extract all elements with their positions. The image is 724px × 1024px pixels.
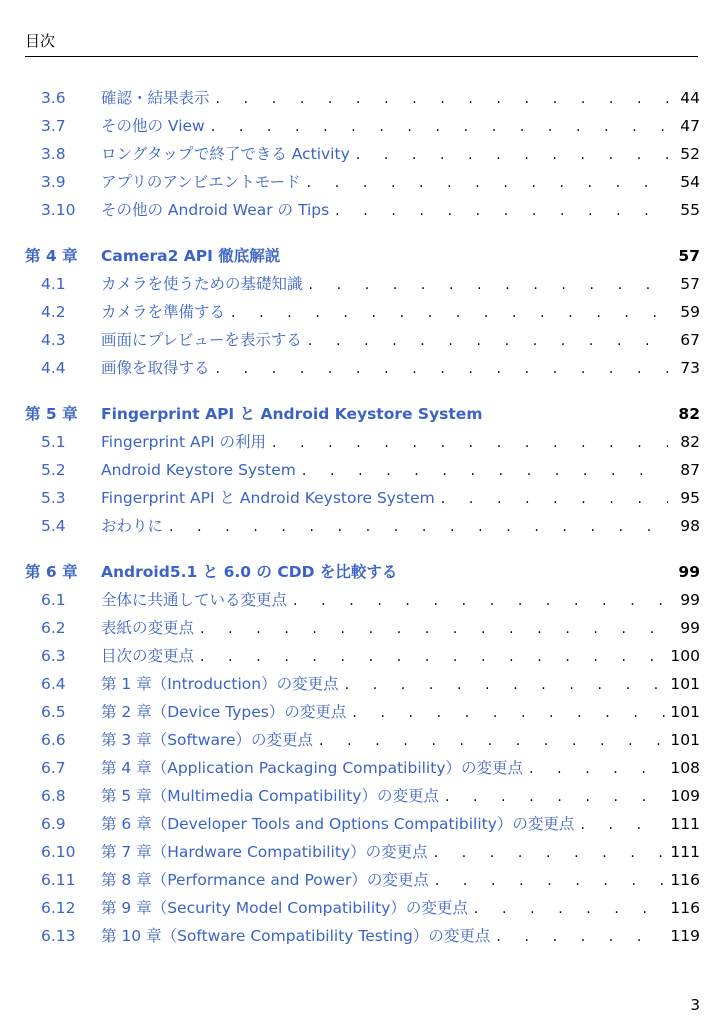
toc-entry[interactable]: [25, 112, 700, 140]
dot-leader: [169, 513, 668, 541]
page-number[interactable]: 108: [670, 759, 700, 777]
page-number[interactable]: 100: [670, 647, 700, 665]
page-number[interactable]: 109: [670, 787, 700, 805]
section-title[interactable]: 第 4 章（Application Packaging Compatibility）の変更点: [101, 759, 523, 777]
section-title[interactable]: Fingerprint API の利用: [101, 433, 266, 451]
dot-leader: [272, 429, 668, 457]
footer-page-number: 3: [690, 996, 700, 1014]
dot-leader: [307, 169, 668, 197]
section-number: 6.2: [41, 619, 66, 637]
page-number[interactable]: 82: [678, 405, 700, 423]
chapter-number: 第 5 章: [25, 405, 78, 423]
section-number: 4.4: [41, 359, 66, 377]
toc-chapter-entry[interactable]: [25, 558, 700, 586]
section-number: 6.8: [41, 787, 66, 805]
dot-leader: [580, 811, 666, 839]
section-title[interactable]: 第 8 章（Performance and Power）の変更点: [101, 871, 429, 889]
page-number[interactable]: 57: [678, 247, 700, 265]
section-number: 5.4: [41, 517, 66, 535]
section-number: 3.8: [41, 145, 66, 163]
page-number[interactable]: 119: [670, 927, 700, 945]
chapter-title[interactable]: Camera2 API 徹底解説: [101, 247, 281, 265]
toc-entry[interactable]: [25, 512, 700, 540]
section-number: 6.5: [41, 703, 66, 721]
page-number[interactable]: 44: [680, 89, 700, 107]
section-number: 3.6: [41, 89, 66, 107]
toc-entry[interactable]: [25, 838, 700, 866]
toc-entry[interactable]: [25, 196, 700, 224]
toc-entry[interactable]: [25, 642, 700, 670]
toc-entry[interactable]: [25, 726, 700, 754]
section-title[interactable]: Android Keystore System: [101, 461, 296, 479]
page-number[interactable]: 99: [680, 591, 700, 609]
section-number: 5.3: [41, 489, 66, 507]
section-number: 6.12: [41, 899, 76, 917]
dot-leader: [445, 783, 666, 811]
section-title[interactable]: 第 7 章（Hardware Compatibility）の変更点: [101, 843, 428, 861]
section-number: 6.13: [41, 927, 76, 945]
page-number[interactable]: 101: [670, 731, 700, 749]
page-number[interactable]: 116: [670, 899, 700, 917]
toc-entry[interactable]: [25, 84, 700, 112]
section-number: 5.1: [41, 433, 66, 451]
dot-leader: [352, 699, 666, 727]
toc-entry[interactable]: [25, 866, 700, 894]
section-number: 6.7: [41, 759, 66, 777]
toc-entry[interactable]: [25, 586, 700, 614]
dot-leader: [216, 85, 668, 113]
section-title[interactable]: カメラを準備する: [101, 303, 226, 321]
toc-entry[interactable]: [25, 140, 700, 168]
dot-leader: [200, 615, 668, 643]
page-number[interactable]: 95: [680, 489, 700, 507]
toc-entry[interactable]: [25, 484, 700, 512]
section-title[interactable]: その他の Android Wear の Tips: [101, 201, 330, 219]
page-number[interactable]: 87: [680, 461, 700, 479]
section-number: 4.3: [41, 331, 66, 349]
dot-leader: [356, 141, 668, 169]
toc-chapter-entry[interactable]: [25, 242, 700, 270]
page-number[interactable]: 57: [680, 275, 700, 293]
section-title[interactable]: 目次の変更点: [101, 647, 195, 665]
toc-entry[interactable]: [25, 810, 700, 838]
section-title[interactable]: 第 2 章（Device Types）の変更点: [101, 703, 347, 721]
chapter-title[interactable]: Android5.1 と 6.0 の CDD を比較する: [101, 563, 398, 581]
section-title[interactable]: 画面にプレビューを表示する: [101, 331, 302, 349]
section-title[interactable]: 第 1 章（Introduction）の変更点: [101, 675, 339, 693]
chapter-title[interactable]: Fingerprint API と Android Keystore System: [101, 405, 483, 423]
section-title[interactable]: その他の View: [101, 117, 205, 135]
page-number[interactable]: 99: [678, 563, 700, 581]
section-title[interactable]: カメラを使うための基礎知識: [101, 275, 303, 293]
section-number: 3.9: [41, 173, 66, 191]
dot-leader: [434, 839, 667, 867]
running-header: [25, 30, 698, 57]
toc-chapter-entry[interactable]: [25, 400, 700, 428]
page-number[interactable]: 99: [680, 619, 700, 637]
page-number[interactable]: 47: [680, 117, 700, 135]
toc-entry[interactable]: [25, 614, 700, 642]
toc-entry[interactable]: [25, 670, 700, 698]
section-number: 3.7: [41, 117, 66, 135]
toc-entry[interactable]: [25, 456, 700, 484]
toc-entry[interactable]: [25, 754, 700, 782]
chapter-number: 第 4 章: [25, 247, 78, 265]
dot-leader: [435, 867, 667, 895]
section-number: 6.9: [41, 815, 66, 833]
section-title[interactable]: 第 9 章（Security Model Compatibility）の変更点: [101, 899, 468, 917]
page-number[interactable]: 116: [670, 871, 700, 889]
section-number: 6.4: [41, 675, 66, 693]
dot-leader: [335, 197, 668, 225]
dot-leader: [309, 271, 668, 299]
toc-entry[interactable]: [25, 428, 700, 456]
page-number[interactable]: 59: [680, 303, 700, 321]
section-title[interactable]: 第 10 章（Software Compatibility Testing）の変更点: [101, 927, 491, 945]
section-number: 6.1: [41, 591, 66, 609]
section-number: 3.10: [41, 201, 76, 219]
section-title[interactable]: ロングタップで終了できる Activity: [101, 145, 350, 163]
toc-entry[interactable]: [25, 922, 700, 950]
dot-leader: [231, 299, 668, 327]
section-title[interactable]: 確認・結果表示: [101, 89, 210, 107]
dot-leader: [319, 727, 666, 755]
section-number: 6.3: [41, 647, 66, 665]
section-title[interactable]: 第 6 章（Developer Tools and Options Compatibility）の変更点: [101, 815, 575, 833]
toc-entry[interactable]: [25, 894, 700, 922]
page-number[interactable]: 111: [670, 815, 700, 833]
toc-entry[interactable]: [25, 354, 700, 382]
toc-entry[interactable]: [25, 168, 700, 196]
section-title[interactable]: 全体に共通している変更点: [101, 591, 288, 609]
section-number: 6.10: [41, 843, 76, 861]
dot-leader: [200, 643, 666, 671]
section-title[interactable]: アプリのアンビエントモード: [101, 173, 301, 191]
dot-leader: [211, 113, 668, 141]
section-number: 6.11: [41, 871, 76, 889]
page-number[interactable]: 101: [670, 675, 700, 693]
dot-leader: [308, 327, 668, 355]
section-number: 6.6: [41, 731, 66, 749]
page-number[interactable]: 54: [680, 173, 700, 191]
section-number: 4.2: [41, 303, 66, 321]
dot-leader: [293, 587, 668, 615]
page-number[interactable]: 67: [680, 331, 700, 349]
page-number[interactable]: 55: [680, 201, 700, 219]
chapter-number: 第 6 章: [25, 563, 78, 581]
dot-leader: [302, 457, 668, 485]
dot-leader: [496, 923, 666, 951]
page-number[interactable]: 52: [680, 145, 700, 163]
page-number[interactable]: 111: [670, 843, 700, 861]
toc-entry[interactable]: [25, 298, 700, 326]
toc-entry[interactable]: [25, 326, 700, 354]
page-number[interactable]: 82: [680, 433, 700, 451]
section-title[interactable]: 第 5 章（Multimedia Compatibility）の変更点: [101, 787, 439, 805]
section-title[interactable]: 表紙の変更点: [101, 619, 195, 637]
table-of-contents: [25, 84, 700, 950]
section-title[interactable]: 第 3 章（Software）の変更点: [101, 731, 314, 749]
section-title[interactable]: Fingerprint API と Android Keystore System: [101, 489, 435, 507]
section-title[interactable]: 画像を取得する: [101, 359, 210, 377]
dot-leader: [216, 355, 668, 383]
page-number[interactable]: 98: [680, 517, 700, 535]
page-number[interactable]: 101: [670, 703, 700, 721]
page-number[interactable]: 73: [680, 359, 700, 377]
dot-leader: [474, 895, 667, 923]
toc-entry[interactable]: [25, 270, 700, 298]
header-title: 目次: [25, 32, 56, 50]
section-number: 4.1: [41, 275, 66, 293]
toc-entry[interactable]: [25, 782, 700, 810]
section-title[interactable]: おわりに: [101, 517, 164, 535]
dot-leader: [441, 485, 668, 513]
toc-entry[interactable]: [25, 698, 700, 726]
dot-leader: [345, 671, 667, 699]
section-number: 5.2: [41, 461, 66, 479]
dot-leader: [529, 755, 666, 783]
